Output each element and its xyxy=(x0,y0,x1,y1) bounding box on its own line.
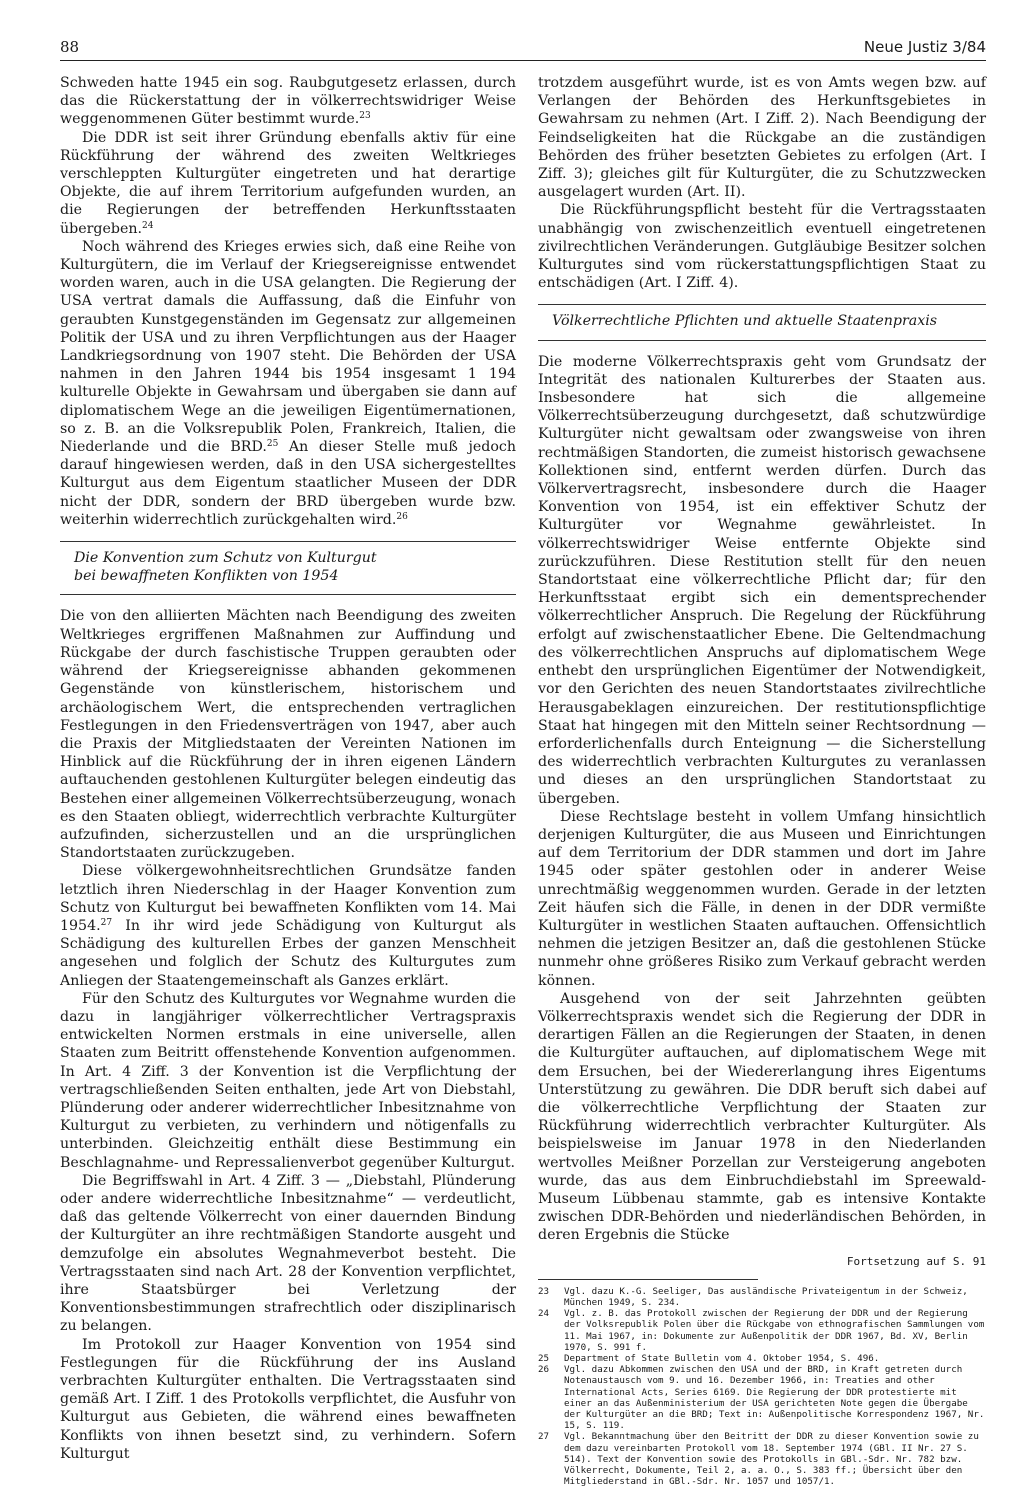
footnote-divider xyxy=(538,1279,758,1280)
paragraph-text: Die DDR ist seit ihrer Gründung ebenfalls aktiv für eine Rückführung der während des zweiten Weltkrieges verschleppten Kulturgüter eingetreten und hat derartige Objekte, die auf ihrem Territorium aufgefunden wurden, an die Regierungen der betreffenden Herkunftsstaaten übergeben. xyxy=(60,129,516,237)
paragraph: Die Begriffswahl in Art. 4 Ziff. 3 — „Diebstahl, Plünderung oder andere widerrechtliche Inbesitznahme“ — verdeutlicht, daß das geltende Völkerrecht von einer dauernden Bindung der Kulturgüter an ihre rechtmäßigen Standorte ausgeht und demzufolge ein absolutes Wegnahmeverbot besteht. Die Vertragsstaaten sind nach Art. 28 der Konvention verpflichtet, ihre Staatsbürger bei Verletzung der Konventionsbestimmungen strafrechtlich oder disziplinarisch zu belangen. xyxy=(60,1172,516,1335)
paragraph xyxy=(60,74,516,129)
page-number: 88 xyxy=(60,38,80,56)
paragraph: Im Protokoll zur Haager Konvention von 1954 sind Festlegungen für die Rückführung der ins Ausland verbrachten Kulturgüter enthalten. Die Vertragsstaaten sind gemäß Art. I Ziff. 1 des Protokolls verpflichtet, die Ausfuhr von Kulturgut aus Gebieten, die während eines bewaffneten Konflikts von ihnen besetzt sind, zu verhindern. Sofern Kulturgut xyxy=(60,1336,516,1462)
continuation-note: Fortsetzung auf S. 91 xyxy=(846,1254,986,1268)
paragraph xyxy=(60,129,516,238)
footnote-number: 25 xyxy=(538,1353,550,1365)
footnote-ref: 24 xyxy=(142,220,154,231)
footnote-number: 26 xyxy=(538,1364,550,1376)
paragraph-text: Noch während des Krieges erwies sich, daß eine Reihe von Kulturgütern, die im Verlauf der Kriegsereignisse entwendet worden waren, auch in die USA gelangten. Die Regierung der USA vertrat damals die Auffassung, daß die Einfuhr von geraubten Kunstgegenständen im Gegensatz zur allgemeinen Politik der USA und zu ihren Verpflichtungen aus der Haager Landkriegsordnung von 1907 steht. Die Behörden der USA nahmen in den Jahren 1944 bis 1954 insgesamt 1 194 kulturelle Objekte in Gewahrsam und übergaben sie dann auf diplomatischem Wege an die jeweiligen Eigentümernationen, so z. B. an die Volksrepublik Polen, Frankreich, Italien, die Niederlande und die BRD. xyxy=(60,238,516,456)
paragraph-text: In ihr wird jede Schädigung von Kulturgut als Schädigung des kulturellen Erbes der ganzen Menschheit angesehen und folglich der Schutz des Kulturgutes zum Anliegen der Staatengemeinschaft als Ganzes erklärt. xyxy=(60,917,516,989)
section-heading xyxy=(538,304,986,340)
footnote-text: Vgl. dazu K.-G. Seeliger, Das ausländische Privateigentum in der Schweiz, München 1949, S. 234. xyxy=(564,1285,968,1308)
paragraph-text: Schweden hatte 1945 ein sog. Raubgutgesetz erlassen, durch das die Rückerstattung der in völkerrechtswidriger Weise weggenommenen Güter bestimmt wurde. xyxy=(60,75,516,128)
footnote-text: Vgl. Bekanntmachung über den Beitritt der DDR zu dieser Konvention sowie zu dem dazu vereinbarten Protokoll vom 18. September 1974 (GBl. II Nr. 27 S. 514). Text der Konvention sowie des Protokolls in GBl.-Sdr. Nr. 782 bzw. Völkerrecht, Dokumente, Teil 2, a. a. O., S. 383 ff.; Übersicht über den Mitgliederstand in GBl.-Sdr. Nr. 1057 und 1057/1. xyxy=(564,1431,979,1487)
footnote-text: Department of State Bulletin vom 4. Oktober 1954, S. 496. xyxy=(564,1353,880,1365)
paragraph xyxy=(60,238,516,529)
footnote xyxy=(538,1353,986,1364)
footnote-ref: 25 xyxy=(266,439,279,450)
paragraph: Die moderne Völkerrechtspraxis geht vom Grundsatz der Integrität des nationalen Kulturerbes der Staaten aus. Insbesondere hat sich die allgemeine Völkerrechtsüberzeugung durchgesetzt, daß schutzwürdige Kulturgüter nicht gewaltsam oder zwangsweise von ihren rechtmäßigen Standorten, die zumeist historisch gewachsene Kollektionen sind, entfernt werden dürfen. Durch das Völkervertragsrecht, insbesondere durch die Haager Konvention von 1954, ist ein effektiver Schutz der Kulturgüter vor Wegnahme gewährleistet. In völkerrechtswidriger Weise entfernte Objekte sind zurückzuführen. Diese Restitution stellt für den neuen Standortstaat eine völkerrechtliche Pflicht dar; für den Herkunftsstaat ergibt sich ein dementsprechender völkerrechtlicher Anspruch. Die Regelung der Rückführung erfolgt auf zwischenstaatlicher Ebene. Die Geltendmachung des völkerrechtlichen Anspruchs auf diplomatischem Wege enthebt den ursprünglichen Eigentümer der Notwendigkeit, vor den Gerichten des neuen Standortstaates zivilrechtliche Herausgabeklagen einzureichen. Der restitutionspflichtige Staat hat hingegen mit den Mitteln seiner Rechtsordnung — erforderlichenfalls durch Enteignung — die Sicherstellung des widerrechtlich verbrachten Kulturgutes zu veranlassen und dieses an den ursprünglichen Standortstaat zu übergeben. xyxy=(538,353,986,807)
paragraph xyxy=(60,862,516,989)
footnote-text: Vgl. z. B. das Protokoll zwischen der Regierung der DDR und der Regierung der Volksrepublik Polen über die Rückgabe von ethnografischen Sammlungen vom 11. Mai 1967, in: Dokumente zur Außenpolitik der DDR 1967, Bd. XV, Berlin 1970, S. 991 f. xyxy=(564,1308,985,1353)
section-heading-line: Völkerrechtliche Pflichten und aktuelle Staatenpraxis xyxy=(552,313,938,330)
footnote xyxy=(538,1431,986,1487)
section-heading xyxy=(60,541,516,595)
paragraph-text: An dieser Stelle muß jedoch darauf hingewiesen werden, daß in den USA sichergestelltes Kulturgut aus dem Eigentum staatlicher Museen der DDR nicht der DDR, sondern der BRD übergeben wurde bzw. weiterhin widerrechtlich zurückgehalten wird. xyxy=(60,439,516,528)
paragraph: Die Rückführungspflicht besteht für die Vertragsstaaten unabhängig von zwischenzeitlich eventuell eingetretenen zivilrechtlichen Veränderungen. Gutgläubige Besitzer solchen Kulturgutes sind vom rückerstattungspflichtigen Staat zu entschädigen (Art. I Ziff. 4). xyxy=(538,202,986,292)
left-column xyxy=(60,74,516,1463)
paragraph: trotzdem ausgeführt wurde, ist es von Amts wegen bzw. auf Verlangen der Behörden des Herkunftsgebietes in Gewahrsam zu nehmen (Art. I Ziff. 2). Nach Beendigung der Feindseligkeiten hat die Rückgabe an die zuständigen Behörden des früher besetzten Gebietes zu erfolgen (Art. I Ziff. 3); gleiches gilt für Kulturgüter, die zu Schutzzwecken ausgelagert wurden (Art. II). xyxy=(538,75,986,201)
paragraph: Diese Rechtslage besteht in vollem Umfang hinsichtlich derjenigen Kulturgüter, die aus Museen und Einrichtungen auf dem Territorium der DDR stammen und dort im Jahre 1945 oder später gestohlen oder in anderer Weise unrechtmäßig weggenommen wurden. Gerade in der letzten Zeit häufen sich die Fälle, in denen in der DDR vermißte Kulturgüter in westlichen Staaten auftauchen. Offensichtlich nehmen die jetzigen Besitzer an, daß die gestohlenen Stücke nunmehr ohne größeres Risiko zum Verkauf gebracht werden können. xyxy=(538,808,986,989)
paragraph-text: Diese völkergewohnheitsrechtlichen Grundsätze fanden letztlich ihren Niederschlag in der Haager Konvention zum Schutz von Kulturgut bei bewaffneten Konflikten vom 14. Mai 1954. xyxy=(60,863,516,934)
footnote-ref: 26 xyxy=(396,511,408,522)
footnote xyxy=(538,1364,986,1431)
right-column xyxy=(538,74,986,1487)
footnote xyxy=(538,1286,986,1308)
section-heading-line: bei bewaffneten Konflikten von 1954 xyxy=(74,568,339,585)
footnote-ref: 27 xyxy=(100,917,113,928)
footnote-number: 23 xyxy=(538,1285,550,1297)
paragraph: Für den Schutz des Kulturgutes vor Wegnahme wurden die dazu in langjähriger völkerrechtlicher Vertragspraxis entwickelten Normen erstmals in eine universelle, allen Staaten zum Beitritt offenstehende Konvention aufgenommen. In Art. 4 Ziff. 3 der Konvention ist die Verpflichtung der vertragschließenden Seiten enthalten, jede Art von Diebstahl, Plünderung oder anderer widerrechtlicher Inbesitznahme von Kulturgut zu verbieten, zu verhindern und nötigenfalls zu unterbinden. Gleichzeitig enthält diese Bestimmung ein Beschlagnahme- und Repressalienverbot gegenüber Kulturgut. xyxy=(60,990,516,1171)
footnote-ref: 23 xyxy=(359,111,371,122)
footnote xyxy=(538,1308,986,1353)
footnote-text: Vgl. dazu Abkommen zwischen den USA und der BRD, in Kraft getreten durch Notenaustausch vom 9. und 16. Dezember 1966, in: Treaties and other International Acts, Series 6169. Die Regierung der DDR protestierte mit einer an das Außenministerium der USA gerichteten Note gegen die Übergabe der Kulturgüter an die BRD; Text in: Außenpolitische Korrespondenz 1967, Nr. 15, S. 119. xyxy=(564,1364,985,1432)
footnotes xyxy=(538,1286,986,1487)
page-header xyxy=(60,40,986,61)
paragraph: Die von den alliierten Mächten nach Beendigung des zweiten Weltkrieges ergriffenen Maßnahmen zur Auffindung und Rückgabe der durch faschistische Truppen geraubten oder während der Kriegsereignisse abhanden gekommenen Gegenstände von künstlerischem, historischem und archäologischem Wert, die entsprechenden vertraglichen Festlegungen in den Friedensverträgen von 1947, aber auch die Praxis der Mitgliedstaaten der Vereinten Nationen im Hinblick auf die Rückführung der in ihren eigenen Ländern auftauchenden gestohlenen Kulturgüter belegen eindeutig das Bestehen einer allgemeinen Völkerrechtsüberzeugung, wonach es den Staaten obliegt, widerrechtlich verbrachte Kulturgüter aufzufinden, sicherzustellen und an die ursprünglichen Standortstaaten zurückzugeben. xyxy=(60,608,516,862)
footnote-number: 24 xyxy=(538,1308,550,1320)
footnote-number: 27 xyxy=(538,1431,550,1443)
section-heading-line: Die Konvention zum Schutz von Kulturgut xyxy=(74,550,377,567)
paragraph: Ausgehend von der seit Jahrzehnten geübten Völkerrechtspraxis wendet sich die Regierung der DDR in derartigen Fällen an die Regierungen der Staaten, in denen die Kulturgüter auftauchen, auf diplomatischem Wege mit dem Ersuchen, bei der Wiedererlangung ihres Eigentums Unterstützung zu gewähren. Die DDR beruft sich dabei auf die völkerrechtliche Verpflichtung der Staaten zur Rückführung widerrechtlich verbrachter Kulturgüter. Als beispielsweise im Januar 1978 in den Niederlanden wertvolles Meißner Porzellan zur Versteigerung angeboten wurde, das aus dem Einbruchdiebstahl im Spreewald-Museum Lübbenau stammte, gab es intensive Kontakte zwischen DDR-Behörden und niederländischen Behörden, in deren Ergebnis die Stücke xyxy=(538,990,986,1244)
journal-title: Neue Justiz 3/84 xyxy=(863,38,986,56)
